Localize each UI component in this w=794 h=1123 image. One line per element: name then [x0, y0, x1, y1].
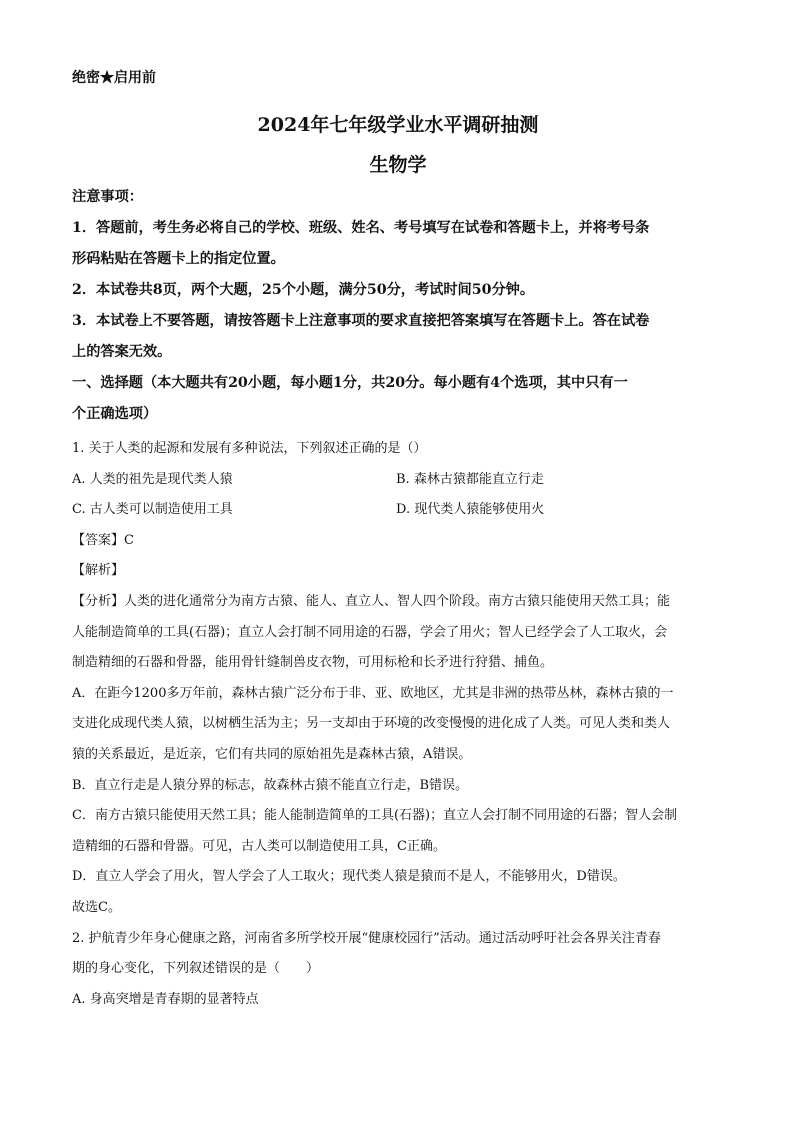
explain-b-line-1: B．直立行走是人猿分界的标志，故森林古猿不能直立行走，B错误。	[72, 777, 469, 793]
notice-heading: 注意事项：	[72, 189, 143, 205]
subject-title: 生物学	[369, 154, 427, 176]
option-b: B. 森林古猿都能直立行走	[396, 471, 544, 487]
explain-d-line-1: D．直立人学会了用火，智人学会了人工取火；现代类人猿是猿而不是人，不能够用火，D错误。	[72, 869, 626, 885]
exam-page	[72, 68, 724, 1015]
notice-item-3-line-2: 上的答案无效。	[72, 344, 172, 360]
notice-section	[72, 182, 724, 368]
explain-a-line-2: 支进化成现代类人猿，以树栖生活为主；另一支却由于环境的改变慢慢的进化成了人类。可见人类和类人	[72, 716, 671, 732]
section-heading-line-2: 个正确选项）	[72, 406, 158, 422]
question-1-stem: 1. 关于人类的起源和发展有多种说法，下列叙述正确的是（）	[72, 441, 427, 456]
question-1-options-row-1	[72, 465, 724, 496]
question-1	[72, 434, 724, 924]
analysis-label: 【解析】	[72, 563, 125, 579]
notice-item-1-line-2: 形码粘贴在答题卡上的指定位置。	[72, 251, 285, 267]
conclusion: 故选C。	[72, 899, 121, 915]
question-2-stem-line-2: 期的身心变化，下列叙述错误的是（ ）	[72, 961, 320, 977]
analysis-line-1: 【分析】人类的进化通常分为南方古猿、能人、直立人、智人四个阶段。南方古猿只能使用天然工具；能	[72, 593, 671, 609]
option-d: D. 现代类人猿能够使用火	[396, 502, 545, 518]
secret-mark: 绝密★启用前	[72, 70, 156, 86]
explain-c-line-2: 造精细的石器和骨器。可见，古人类可以制造使用工具，C正确。	[72, 838, 446, 854]
option-c: C. 古人类可以制造使用工具	[72, 502, 233, 518]
analysis-line-3: 制造精细的石器和骨器，能用骨针缝制兽皮衣物，可用标枪和长矛进行狩猎、捕鱼。	[72, 655, 554, 671]
section-1-heading	[72, 368, 724, 430]
explain-a-line-3: 猿的关系最近，是近亲，它们有共同的原始祖先是森林古猿，A错误。	[72, 746, 472, 762]
question-2-option-a: A. 身高突增是青春期的显著特点	[72, 991, 259, 1007]
question-2	[72, 924, 724, 1016]
explain-c-line-1: C．南方古猿只能使用天然工具；能人能制造简单的工具(石器)；直立人会打制不同用途的石器；智人会制	[72, 808, 678, 824]
analysis-line-2: 人能制造简单的工具(石器)；直立人会打制不同用途的石器，学会了用火；智人已经学会了人工取火，会	[72, 624, 668, 640]
section-heading-line-1: 一、选择题（本大题共有20小题，每小题1分，共20分。每小题有4个选项，其中只有一	[72, 375, 628, 391]
question-1-options-row-2	[72, 495, 724, 526]
answer: 【答案】C	[72, 532, 134, 548]
notice-item-1-line-1: 1．答题前，考生务必将自己的学校、班级、姓名、考号填写在试卷和答题卡上，并将考号条	[72, 220, 650, 236]
question-2-stem-line-1: 2. 护航青少年身心健康之路，河南省多所学校开展“健康校园行”活动。通过活动呼吁社会各界关注青春	[72, 930, 661, 946]
explain-a-line-1: A．在距今1200多万年前，森林古猿广泛分布于非、亚、欧地区，尤其是非洲的热带丛林，森林古猿的一	[72, 685, 674, 701]
notice-item-3-line-1: 3．本试卷上不要答题，请按答题卡上注意事项的要求直接把答案填写在答题卡上。答在试卷	[72, 313, 650, 329]
notice-item-2: 2．本试卷共8页，两个大题，25个小题，满分50分，考试时间50分钟。	[72, 282, 535, 298]
option-a: A. 人类的祖先是现代类人猿	[72, 471, 233, 487]
page-title: 2024年七年级学业水平调研抽测	[257, 114, 539, 136]
